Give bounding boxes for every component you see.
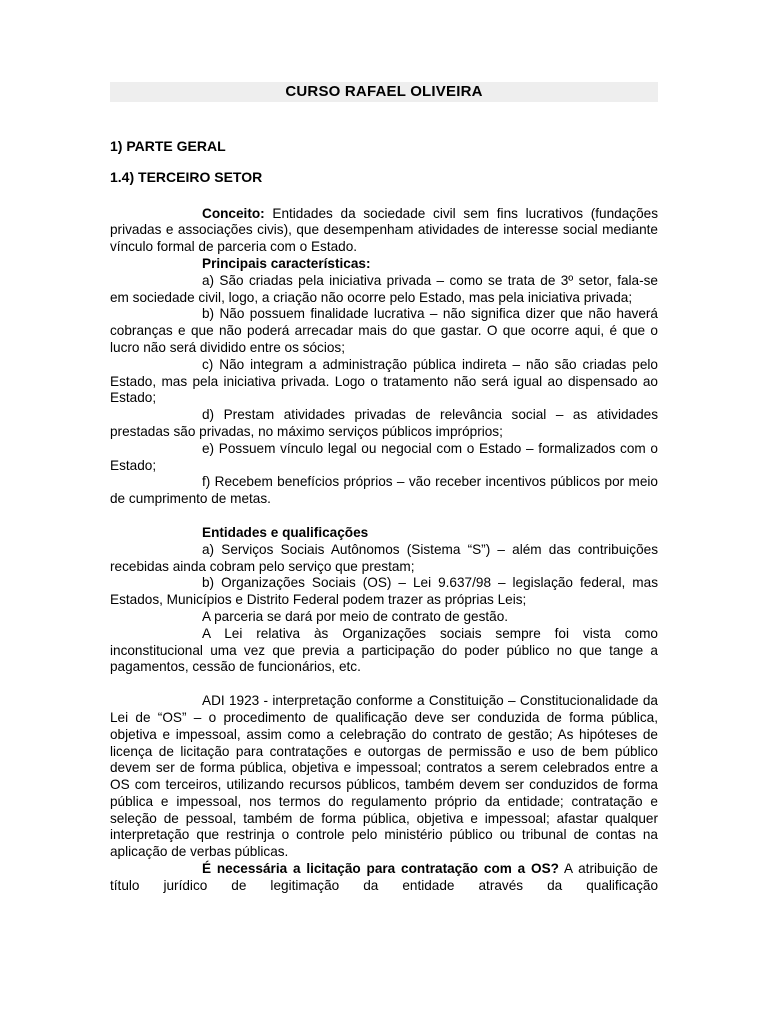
- entidades-item-a: a) Serviços Sociais Autônomos (Sistema “S”) – além das contribuições recebidas ainda cobram pelo serviço que prestam;: [110, 541, 658, 574]
- document-body: [110, 82, 658, 895]
- conceito-text: Entidades da sociedade civil sem fins lucrativos (fundações privadas e associações civis), que desempenham atividades de interesse social mediante vínculo formal de parceria com o Estado.: [110, 205, 658, 255]
- principais-heading: Principais características:: [202, 255, 371, 271]
- entidades-heading: Entidades e qualificações: [202, 524, 369, 540]
- principais-item-b: b) Não possuem finalidade lucrativa – não significa dizer que não haverá cobranças e que não poderá arrecadar mais do que gastar. O que ocorre aqui, é que o lucro não será dividido entre os sócios;: [110, 306, 658, 355]
- licitacao-question: É necessária a licitação para contratação com a OS?: [202, 861, 559, 877]
- entidades-lei-os: A Lei relativa às Organizações sociais sempre foi vista como inconstitucional uma vez que previa a participação do poder público no que tange a pagamentos, cessão de funcionários, etc.: [110, 625, 658, 675]
- entidades-parceria: A parceria se dará por meio de contrato de gestão.: [202, 608, 509, 624]
- conceito-label: Conceito:: [202, 205, 265, 221]
- principais-item-e: e) Possuem vínculo legal ou negocial com o Estado – formalizados com o Estado;: [110, 440, 658, 473]
- conceito-paragraph: [110, 206, 658, 256]
- page-title: CURSO RAFAEL OLIVEIRA: [285, 82, 483, 100]
- principais-item-c: c) Não integram a administração pública indireta – não são criadas pelo Estado, mas pela iniciativa privada. Logo o tratamento não será igual ao dispensado ao Estado;: [110, 356, 658, 406]
- principais-item-d: d) Prestam atividades privadas de relevância social – as atividades prestadas são privadas, no máximo serviços públicos impróprios;: [110, 407, 658, 439]
- licitacao-text: A atribuição de título jurídico de legitimação da entidade através da qualificação: [110, 861, 658, 893]
- entidades-item-b: b) Organizações Sociais (OS) – Lei 9.637/98 – legislação federal, mas Estados, Municípios e Distrito Federal podem trazer as próprias Leis;: [110, 575, 658, 608]
- spacer: [110, 676, 658, 693]
- licitacao-paragraph: [110, 861, 658, 895]
- principais-item-a: a) São criadas pela iniciativa privada – como se trata de 3º setor, fala-se em sociedade civil, logo, a criação não ocorre pelo Estado, mas pela iniciativa privada;: [110, 272, 658, 305]
- section-heading-terceiro-setor: 1.4) TERCEIRO SETOR: [110, 168, 263, 185]
- principais-item-f: f) Recebem benefícios próprios – vão receber incentivos públicos por meio de cumprimento de metas.: [110, 474, 658, 507]
- spacer: [110, 508, 658, 525]
- title-band: [110, 82, 658, 102]
- section-heading-parte-geral: 1) PARTE GERAL: [110, 138, 226, 154]
- adi-paragraph: ADI 1923 - interpretação conforme a Constituição – Constitucionalidade da Lei de “OS” – o procedimento de qualificação deve ser conduzida de forma pública, objetiva e impessoal, assim como a celebração do contrato de gestão; As hipóteses de licença de licitação para contratações e outorgas de permissão e uso de bem público devem ser de forma pública, objetiva e impessoal; contratos a serem celebrados entre a OS com terceiros, utilizando recursos públicos, também devem ser conduzidos de forma pública e impessoal, nos termos do regulamento próprio da entidade; contratação e seleção de pessoal, também de forma pública, objetiva e impessoal; afastar qualquer interpretação que restrinja o controle pelo ministério público ou tribunal de contas na aplicação de verbas públicas.: [110, 693, 658, 860]
